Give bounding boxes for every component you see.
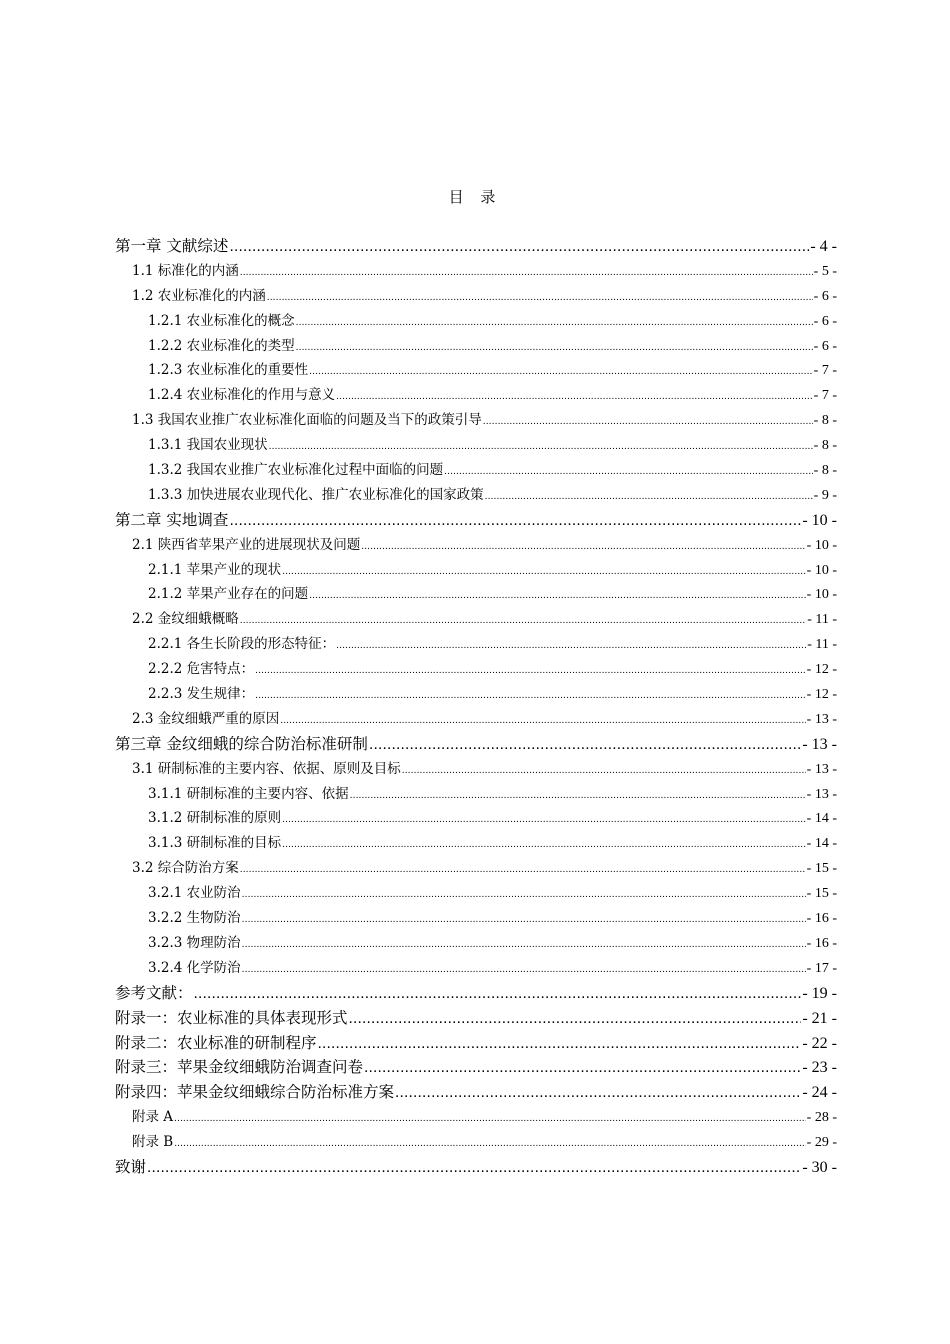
toc-entry-label: 附录二：农业标准的研制程序 (115, 1033, 317, 1052)
toc-dot-leader (242, 915, 806, 925)
toc-dot-leader (282, 567, 806, 577)
toc-dot-leader (174, 1139, 805, 1149)
toc-section-entry[interactable] (115, 1130, 837, 1155)
toc-page-number: - 10 - (806, 537, 837, 553)
toc-page-number: - 19 - (802, 984, 837, 1002)
toc-section-entry[interactable] (115, 856, 837, 881)
toc-page-number: - 14 - (806, 836, 837, 852)
toc-section-entry[interactable] (115, 906, 837, 931)
toc-page-number: - 7 - (813, 363, 837, 379)
toc-page-number: - 17 - (806, 960, 837, 976)
toc-chapter-entry[interactable] (115, 1155, 837, 1180)
toc-page-number: - 11 - (807, 637, 837, 653)
toc-chapter-entry[interactable] (115, 1031, 837, 1056)
toc-dot-leader (395, 1084, 801, 1102)
toc-page-number: - 29 - (806, 1135, 837, 1151)
toc-chapter-entry[interactable] (115, 981, 837, 1006)
toc-page-number: - 24 - (802, 1084, 837, 1102)
toc-section-entry[interactable] (115, 657, 837, 682)
toc-chapter-entry[interactable] (115, 1055, 837, 1080)
toc-section-entry[interactable] (115, 483, 837, 508)
toc-dot-leader (309, 591, 806, 601)
toc-page-number: - 10 - (806, 562, 837, 578)
toc-entry-label: 2.2.1 各生长阶段的形态特征： (148, 636, 336, 653)
toc-page-number: - 21 - (802, 1009, 837, 1027)
toc-entry-label: 2.1.2 苹果产业存在的问题 (148, 586, 309, 603)
toc-dot-leader (240, 616, 806, 626)
toc-page-number: - 8 - (813, 413, 837, 429)
toc-dot-leader (242, 890, 806, 900)
toc-entry-label: 附录 A (132, 1109, 174, 1126)
toc-entry-label: 第二章 实地调查 (115, 510, 229, 529)
toc-entry-label: 1.3.3 加快进展农业现代化、推广农业标准化的国家政策 (148, 486, 484, 503)
toc-page-number: - 11 - (807, 612, 837, 628)
toc-dot-leader (269, 442, 813, 452)
toc-dot-leader (402, 766, 806, 776)
toc-dot-leader (174, 1114, 806, 1124)
toc-chapter-entry[interactable] (115, 732, 837, 757)
toc-dot-leader (364, 1059, 801, 1077)
toc-dot-leader (361, 542, 805, 552)
toc-entry-label: 附录三：苹果金纹细蛾防治调查问卷 (115, 1058, 364, 1077)
toc-dot-leader (369, 736, 801, 754)
toc-entry-label: 附录四：苹果金纹细蛾综合防治标准方案 (115, 1083, 395, 1102)
toc-dot-leader (255, 691, 806, 701)
toc-page-number: - 10 - (802, 511, 837, 529)
toc-entry-label: 3.1.2 研制标准的原则 (148, 810, 282, 827)
toc-page-number: - 15 - (806, 861, 837, 877)
toc-dot-leader (485, 492, 813, 502)
toc-page-number: - 30 - (802, 1158, 837, 1176)
toc-page-number: - 6 - (813, 288, 837, 304)
toc-dot-leader (229, 238, 809, 256)
toc-entry-label: 第一章 文献综述 (115, 237, 229, 255)
toc-entry-label: 参考文献： (115, 983, 193, 1002)
toc-chapter-entry[interactable] (115, 1080, 837, 1105)
toc-entry-label: 2.3 金纹细蛾严重的原因 (132, 710, 280, 727)
toc-entry-label: 3.2.3 物理防治 (148, 934, 241, 951)
toc-page-number: - 13 - (806, 761, 837, 777)
toc-page-number: - 16 - (806, 935, 837, 951)
toc-entry-label: 1.2.2 农业标准化的类型 (148, 337, 295, 354)
toc-dot-leader (255, 666, 806, 676)
table-of-contents (115, 234, 837, 1180)
toc-page-number: - 6 - (813, 338, 837, 354)
toc-chapter-entry[interactable] (115, 508, 837, 533)
toc-entry-label: 2.1 陕西省苹果产业的进展现状及问题 (132, 536, 361, 553)
toc-section-entry[interactable] (115, 334, 837, 359)
toc-section-entry[interactable] (115, 757, 837, 782)
toc-page-number: - 15 - (806, 886, 837, 902)
toc-entry-label: 附录 B (132, 1134, 174, 1151)
toc-section-entry[interactable] (115, 259, 837, 284)
toc-entry-label: 2.1.1 苹果产业的现状 (148, 561, 282, 578)
toc-section-entry[interactable] (115, 284, 837, 309)
toc-page-number: - 9 - (813, 487, 837, 503)
toc-page-number: - 4 - (810, 238, 837, 255)
toc-entry-label: 1.3.1 我国农业现状 (148, 437, 268, 454)
toc-section-entry[interactable] (115, 931, 837, 956)
toc-entry-label: 3.1 研制标准的主要内容、依据、原则及目标 (132, 760, 401, 777)
toc-dot-leader (240, 268, 813, 278)
toc-section-entry[interactable] (115, 458, 837, 483)
toc-page-number: - 13 - (806, 711, 837, 727)
toc-dot-leader (242, 940, 806, 950)
toc-section-entry[interactable] (115, 956, 837, 981)
toc-entry-label: 3.2.1 农业防治 (148, 885, 241, 902)
toc-dot-leader (240, 865, 806, 875)
toc-dot-leader (296, 343, 813, 353)
toc-page-number: - 13 - (806, 786, 837, 802)
toc-dot-leader (194, 985, 802, 1003)
toc-entry-label: 3.2.2 生物防治 (148, 910, 241, 927)
toc-dot-leader (282, 815, 806, 825)
toc-section-entry[interactable] (115, 607, 837, 632)
toc-page-number: - 8 - (813, 463, 837, 479)
toc-section-entry[interactable] (115, 383, 837, 408)
toc-entry-label: 2.2 金纹细蛾概略 (132, 611, 239, 628)
toc-dot-leader (309, 367, 813, 377)
toc-entry-label: 1.3 我国农业推广农业标准化面临的问题及当下的政策引导 (132, 412, 482, 429)
toc-entry-label: 1.3.2 我国农业推广农业标准化过程中面临的问题 (148, 462, 444, 479)
toc-page-number: - 8 - (813, 438, 837, 454)
toc-dot-leader (350, 791, 806, 801)
toc-section-entry[interactable] (115, 632, 837, 657)
toc-section-entry[interactable] (115, 582, 837, 607)
toc-entry-label: 2.2.2 危害特点： (148, 661, 255, 678)
toc-section-entry[interactable] (115, 831, 837, 856)
toc-entry-label: 1.2.3 农业标准化的重要性 (148, 362, 309, 379)
toc-dot-leader (444, 467, 813, 477)
toc-section-entry[interactable] (115, 558, 837, 583)
toc-page-number: - 6 - (813, 313, 837, 329)
toc-entry-label: 1.2 农业标准化的内涵 (132, 287, 266, 304)
toc-entry-label: 1.1 标准化的内涵 (132, 262, 239, 279)
toc-section-entry[interactable] (115, 682, 837, 707)
toc-title: 目 录 (448, 188, 502, 206)
toc-page-number: - 28 - (806, 1110, 837, 1126)
toc-page-number: - 7 - (813, 388, 837, 404)
toc-section-entry[interactable] (115, 358, 837, 383)
toc-dot-leader (280, 716, 805, 726)
toc-chapter-entry[interactable] (115, 1006, 837, 1031)
toc-dot-leader (318, 1035, 802, 1053)
toc-section-entry[interactable] (115, 533, 837, 558)
toc-section-entry[interactable] (115, 782, 837, 807)
toc-page-number: - 23 - (802, 1059, 837, 1077)
toc-page-number: - 13 - (802, 735, 837, 753)
toc-dot-leader (147, 1159, 801, 1177)
toc-dot-leader (242, 965, 806, 975)
toc-entry-label: 1.2.1 农业标准化的概念 (148, 312, 295, 329)
toc-dot-leader (483, 417, 813, 427)
toc-entry-label: 3.1.3 研制标准的目标 (148, 835, 282, 852)
toc-page-number: - 12 - (806, 662, 837, 678)
toc-dot-leader (229, 512, 801, 530)
toc-section-entry[interactable] (115, 1105, 837, 1130)
toc-entry-label: 附录一：农业标准的具体表现形式 (115, 1008, 348, 1027)
toc-section-entry[interactable] (115, 408, 837, 433)
toc-dot-leader (267, 293, 813, 303)
toc-section-entry[interactable] (115, 309, 837, 334)
toc-dot-leader (336, 392, 813, 402)
toc-page-number: - 12 - (806, 687, 837, 703)
toc-page-number: - 16 - (806, 911, 837, 927)
toc-entry-label: 第三章 金纹细蛾的综合防治标准研制 (115, 734, 368, 753)
toc-dot-leader (336, 641, 806, 651)
toc-entry-label: 3.1.1 研制标准的主要内容、依据 (148, 785, 349, 802)
toc-page-number: - 10 - (806, 587, 837, 603)
toc-page-number: - 14 - (806, 811, 837, 827)
toc-entry-label: 2.2.3 发生规律： (148, 686, 255, 703)
toc-dot-leader (296, 318, 813, 328)
toc-chapter-entry[interactable] (115, 234, 837, 259)
toc-dot-leader (349, 1010, 802, 1028)
toc-entry-label: 1.2.4 农业标准化的作用与意义 (148, 387, 336, 404)
toc-entry-label: 致谢 (115, 1157, 147, 1176)
toc-section-entry[interactable] (115, 433, 837, 458)
toc-entry-label: 3.2 综合防治方案 (132, 860, 239, 877)
toc-page-number: - 5 - (813, 263, 837, 279)
toc-section-entry[interactable] (115, 707, 837, 732)
toc-section-entry[interactable] (115, 881, 837, 906)
toc-dot-leader (282, 840, 806, 850)
toc-entry-label: 3.2.4 化学防治 (148, 959, 241, 976)
toc-section-entry[interactable] (115, 806, 837, 831)
toc-page-number: - 22 - (802, 1034, 837, 1052)
